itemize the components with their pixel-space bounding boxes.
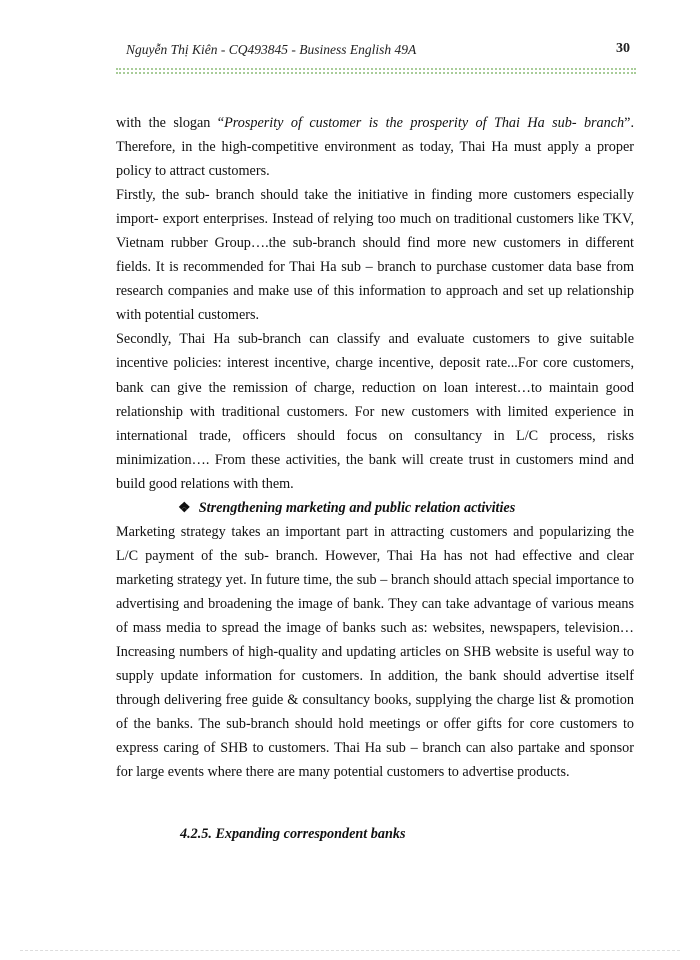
paragraph-slogan xyxy=(116,111,634,183)
header-divider-bottom xyxy=(116,72,636,74)
header-divider-top xyxy=(116,68,636,70)
paragraph-firstly: Firstly, the sub- branch should take the initiative in finding more customers especially import- export enterprises. Instead of relying too much on traditional customers like TKV, Vietnam rubber Group….the sub-branch should find more new customers in different fields. It is recommended for Thai Ha sub – branch to purchase customer data base from research companies and make use of this information to approach and set up relationship with potential customers. xyxy=(116,187,634,324)
slogan-tail: ”. Therefore, in the high-competitive environment as today, Thai Ha must apply a proper policy to attract customers. xyxy=(116,115,634,180)
diamond-bullet-icon: ❖ xyxy=(178,499,191,516)
body-text xyxy=(116,111,634,784)
slogan-lead: with the slogan “ xyxy=(116,115,225,131)
slogan-quote: Prosperity of customer is the prosperity of Thai Ha sub- branch xyxy=(224,115,625,131)
subheading-marketing xyxy=(116,496,634,520)
page-header xyxy=(116,40,632,60)
header-author-line: Nguyễn Thị Kiên - CQ493845 - Business English 49A xyxy=(126,42,417,57)
subheading-text: Strengthening marketing and public relation activities xyxy=(198,499,516,516)
paragraph-marketing: Marketing strategy takes an important part in attracting customers and popularizing the L/C payment of the sub- branch. However, Thai Ha has not had effective and clear marketing strategy yet. In future time, the sub – branch should attach special importance to advertising and broadening the image of bank. They can take advantage of various means of mass media to spread the image of banks such as: websites, newspapers, television…Increasing numbers of high-quality and updating articles on SHB website is useful way to supply update information for customers. In addition, the bank should advertise itself through delivering free guide & consultancy books, supplying the charge list & promotion of the banks. The sub-branch should hold meetings or offer gifts for core customers to express caring of SHB to customers. Thai Ha sub – branch can also partake and sponsor for large events where there are many potential customers to advertise products. xyxy=(116,523,634,781)
section-title: 4.2.5. Expanding correspondent banks xyxy=(180,826,406,842)
page-number: 30 xyxy=(616,41,630,56)
page-bottom-border xyxy=(20,950,680,951)
paragraph-secondly: Secondly, Thai Ha sub-branch can classify and evaluate customers to give suitable incentive policies: interest incentive, charge incentive, deposit rate...For core customers, bank can give the remission of charge, reduction on loan interest…to maintain good relationship with traditional customers. For new customers with limited experience in international trade, officers should focus on consultancy in L/C process, risks minimization…. From these activities, the bank will create trust in customers mind and build good relations with them. xyxy=(116,331,634,492)
